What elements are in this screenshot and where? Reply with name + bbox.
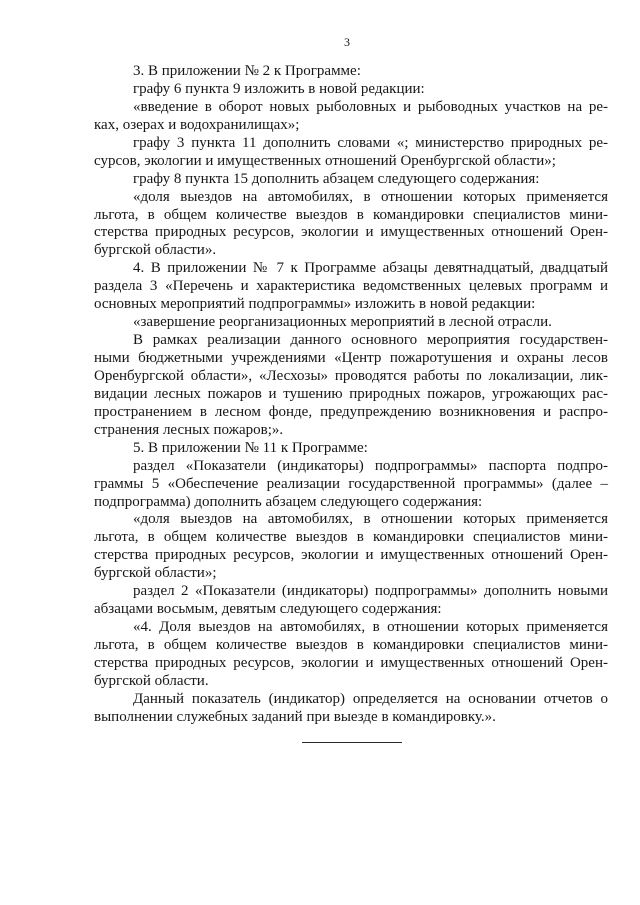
amendment-3-heading	[94, 63, 608, 81]
text-line: «доля выездов на автомобилях, в отношении которых применяется	[133, 511, 608, 528]
text-line: ными бюджетными учреждениями «Центр пожаротушения и охраны лесов	[94, 350, 608, 366]
instruction-column-8-item-15	[94, 171, 608, 189]
text-line: раздел 2 «Показатели (индикаторы) подпрограммы» дополнить новыми	[133, 583, 608, 600]
amendment-4-heading	[94, 260, 608, 314]
text-line: абзацами восьмым, девятым следующего содержания:	[94, 601, 442, 618]
amendment-5-heading	[94, 440, 608, 458]
document-body	[94, 63, 608, 727]
text-line: видации лесных пожаров и тушению природных пожаров, угрожающих рас-	[94, 385, 608, 402]
quoted-indicator-text	[94, 189, 608, 261]
text-line: бургской области.	[94, 672, 209, 689]
text-line: бургской области».	[94, 242, 217, 259]
text-line: пространением в лесном фонде, предупреждению возникновения и распро-	[94, 403, 608, 420]
text-line: бургской области»;	[94, 565, 217, 582]
text-line: раздел «Показатели (индикаторы) подпрограммы» паспорта подпро-	[133, 457, 608, 474]
text-line: выполнении служебных заданий при выезде в командировку.».	[94, 708, 496, 725]
text-line: Данный показатель (индикатор) определяется на основании отчетов о	[133, 690, 608, 707]
instruction-column-6-item-9	[94, 81, 608, 99]
text-line: основных мероприятий подпрограммы» изложить в новой редакции:	[94, 296, 536, 313]
instruction-section-2	[94, 583, 608, 619]
end-rule	[302, 742, 402, 743]
quoted-indicator-text	[94, 511, 608, 583]
text-line: льгота, в общем количестве выездов в командировки специалистов мини-	[94, 529, 608, 546]
quoted-indicator-definition	[94, 691, 608, 727]
text-line: Оренбургской области», «Лесхозы» проводятся работы по локализации, лик-	[94, 367, 608, 384]
text-line: графу 6 пункта 9 изложить в новой редакции:	[133, 80, 425, 97]
text-line: 5. В приложении № 11 к Программе:	[133, 439, 368, 456]
text-line: стерства природных ресурсов, экологии и имущественных отношений Орен-	[94, 547, 608, 564]
text-line: льгота, в общем количестве выездов в командировки специалистов мини-	[94, 206, 608, 223]
text-line: стерства природных ресурсов, экологии и имущественных отношений Орен-	[94, 224, 608, 241]
page-number: 3	[344, 35, 350, 49]
instruction-column-3-item-11	[94, 135, 608, 171]
text-line: «завершение реорганизационных мероприятий в лесной отрасли.	[133, 314, 552, 331]
text-line: ках, озерах и водохранилищах»;	[94, 116, 300, 133]
text-line: графу 8 пункта 15 дополнить абзацем следующего содержания:	[133, 170, 540, 187]
quoted-event-title	[94, 314, 608, 332]
text-line: «введение в оборот новых рыболовных и рыбоводных участков на ре-	[133, 98, 608, 115]
text-line: «4. Доля выездов на автомобилях, в отношении которых применяется	[133, 619, 608, 636]
text-line: графу 3 пункта 11 дополнить словами «; министерство природных ре-	[133, 134, 608, 151]
quoted-replacement-text	[94, 99, 608, 135]
quoted-event-description	[94, 332, 608, 440]
text-line: 4. В приложении № 7 к Программе абзацы девятнадцатый, двадцатый	[133, 260, 608, 277]
text-line: 3. В приложении № 2 к Программе:	[133, 63, 361, 79]
text-line: льгота, в общем количестве выездов в командировки специалистов мини-	[94, 637, 608, 653]
text-line: граммы 5 «Обеспечение реализации государственной программы» (далее –	[94, 475, 608, 492]
text-line: В рамках реализации данного основного мероприятия государствен-	[133, 332, 608, 349]
text-line: подпрограмма) дополнить абзацем следующего содержания:	[94, 493, 483, 510]
text-line: сурсов, экологии и имущественных отношений Оренбургской области»;	[94, 152, 556, 169]
text-line: стерства природных ресурсов, экологии и имущественных отношений Орен-	[94, 654, 608, 671]
quoted-indicator-4-text	[94, 619, 608, 691]
text-line: раздела 3 «Перечень и характеристика ведомственных целевых программ и	[94, 278, 608, 295]
text-line: странения лесных пожаров;».	[94, 421, 284, 438]
text-line: «доля выездов на автомобилях, в отношении которых применяется	[133, 188, 608, 205]
instruction-passport-section	[94, 458, 608, 512]
